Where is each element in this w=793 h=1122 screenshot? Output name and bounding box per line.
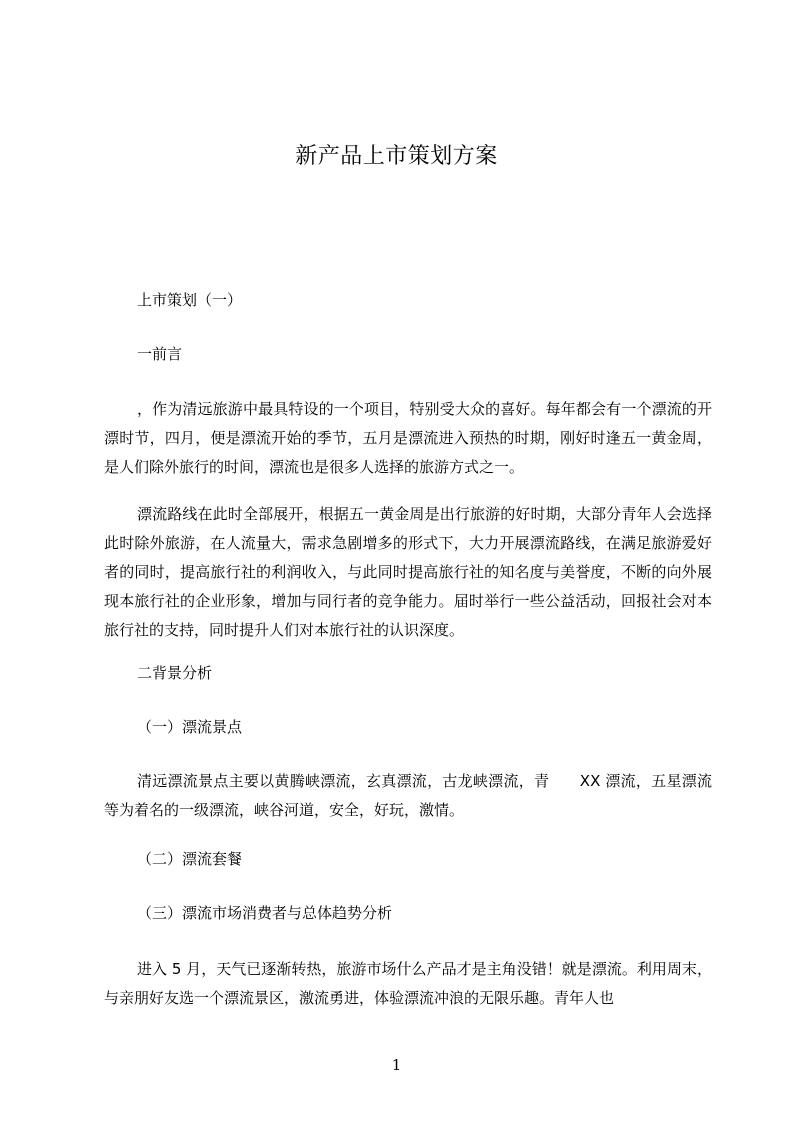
document-title: 新产品上市策划方案 [295, 144, 498, 169]
section-heading-foreword: 一前言 [137, 345, 183, 363]
section-heading-background: 二背景分析 [137, 664, 213, 682]
subheading-rafting-spots: （一）漂流景点 [137, 718, 243, 736]
section-heading-plan: 上市策划（一） [137, 291, 243, 309]
page-number: 1 [391, 1056, 402, 1074]
subheading-rafting-packages: （二）漂流套餐 [137, 850, 243, 868]
paragraph-market-analysis: 进入 5 月，天气已逐渐转热，旅游市场什么产品才是主角没错！就是漂流。利用周末，与亲朋好友选一个漂流景区，激流勇进，体验漂流冲浪的无限乐趣。青年人也 [104, 960, 712, 1007]
paragraph-rafting-spots: 清远漂流景点主要以黄腾峡漂流，玄真漂流，古龙峡漂流，青 XX 漂流，五星漂流等为着名的一级漂流，峡谷河道，安全，好玩，激情。 [104, 772, 712, 819]
subheading-market-analysis: （三）漂流市场消费者与总体趋势分析 [137, 904, 393, 922]
paragraph-foreword-1: ，作为清远旅游中最具特设的一个项目，特别受大众的喜好。每年都会有一个漂流的开漂时节，四月，便是漂流开始的季节，五月是漂流进入预热的时期，刚好时逢五一黄金周，是人们除外旅行的时间，漂流也是很多人选择的旅游方式之一。 [104, 400, 712, 476]
paragraph-foreword-2: 漂流路线在此时全部展开，根据五一黄金周是出行旅游的好时期，大部分青年人会选择此时除外旅游，在人流量大，需求急剧增多的形式下，大力开展漂流路线，在满足旅游爱好者的同时，提高旅行社的利润收入，与此同时提高旅行社的知名度与美誉度，不断的向外展现本旅行社的企业形象，增加与同行者的竞争能力。届时举行一些公益活动，回报社会对本旅行社的支持，同时提升人们对本旅行社的认识深度。 [104, 505, 712, 639]
